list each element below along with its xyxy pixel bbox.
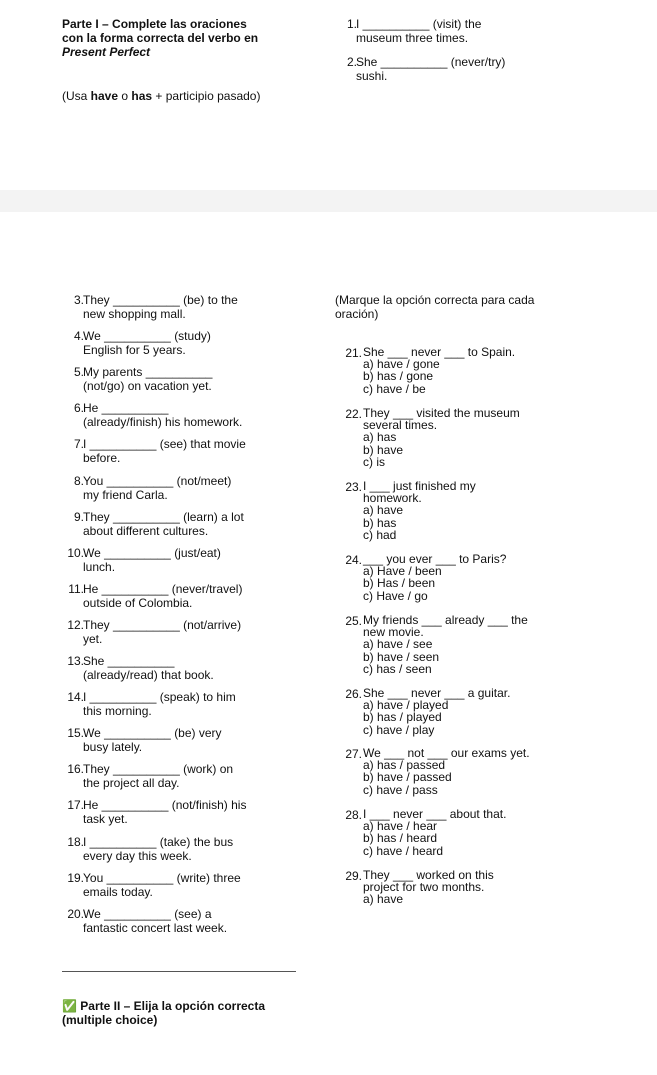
note-has: has bbox=[131, 89, 153, 103]
question-number: 23. bbox=[345, 480, 362, 494]
answer-option[interactable]: c) has / seen bbox=[363, 661, 432, 676]
part2-title-line1: ✅ Parte II – Elija la opción correcta bbox=[62, 999, 266, 1013]
item-line: My parents __________ bbox=[83, 365, 213, 379]
note-have: have bbox=[90, 89, 119, 103]
item-line: the project all day. bbox=[83, 776, 180, 790]
item-number: 8. bbox=[73, 474, 84, 488]
answer-option[interactable]: b) has / heard bbox=[363, 831, 438, 846]
answer-option[interactable]: c) have / be bbox=[363, 381, 426, 396]
item-number: 15. bbox=[67, 726, 84, 740]
item-number: 1. bbox=[346, 17, 357, 31]
item-number: 14. bbox=[67, 690, 84, 704]
item-line: about different cultures. bbox=[83, 524, 209, 538]
answer-option[interactable]: c) have / pass bbox=[363, 782, 438, 797]
question-text: She ___ never ___ a guitar. bbox=[363, 686, 511, 700]
question-text: new movie. bbox=[363, 625, 424, 640]
item-number: 3. bbox=[73, 293, 84, 307]
item-line: (already/read) that book. bbox=[83, 668, 214, 682]
item-line: I __________ (visit) the bbox=[356, 17, 482, 31]
item-line: I __________ (see) that movie bbox=[83, 437, 246, 451]
item-line: We __________ (be) very bbox=[83, 726, 222, 740]
question-text: She ___ never ___ to Spain. bbox=[363, 345, 516, 359]
item-line: We __________ (just/eat) bbox=[83, 546, 221, 560]
question-text: They ___ visited the museum bbox=[363, 406, 520, 420]
item-number: 18. bbox=[67, 835, 84, 849]
answer-option[interactable]: a) have / see bbox=[363, 637, 433, 652]
answer-option[interactable]: c) have / heard bbox=[363, 843, 444, 858]
item-line: new shopping mall. bbox=[83, 307, 186, 321]
item-number: 5. bbox=[73, 365, 84, 379]
item-number: 2. bbox=[346, 55, 357, 69]
part1-note bbox=[62, 89, 260, 103]
item-number: 19. bbox=[67, 871, 84, 885]
item-number: 6. bbox=[73, 401, 84, 415]
item-line: yet. bbox=[83, 632, 103, 646]
answer-option[interactable]: b) has / gone bbox=[363, 369, 434, 384]
question-text: ___ you ever ___ to Paris? bbox=[363, 552, 507, 566]
item-line: They __________ (work) on bbox=[83, 762, 234, 776]
item-line: He __________ (never/travel) bbox=[83, 582, 243, 596]
answer-option[interactable]: b) has / played bbox=[363, 710, 442, 725]
answer-option[interactable]: c) is bbox=[363, 454, 385, 469]
part1-title-line3: Present Perfect bbox=[62, 45, 151, 59]
item-line: I __________ (take) the bus bbox=[83, 835, 234, 849]
answer-option[interactable]: b) have bbox=[363, 442, 404, 457]
item-line: before. bbox=[83, 451, 121, 465]
item-number: 20. bbox=[67, 907, 84, 921]
question-text: They ___ worked on this bbox=[363, 868, 494, 882]
answer-option[interactable]: c) had bbox=[363, 527, 397, 542]
question-text: We ___ not ___ our exams yet. bbox=[363, 746, 530, 760]
item-number: 7. bbox=[73, 437, 84, 451]
question-text: homework. bbox=[363, 491, 422, 506]
question-number: 24. bbox=[345, 553, 362, 567]
item-line: museum three times. bbox=[356, 31, 469, 45]
question-number: 21. bbox=[345, 346, 362, 360]
item-number: 11. bbox=[68, 582, 84, 596]
question-number: 27. bbox=[345, 747, 362, 761]
page-break bbox=[0, 190, 657, 212]
item-number: 4. bbox=[73, 329, 84, 343]
item-number: 16. bbox=[67, 762, 84, 776]
item-number: 12. bbox=[67, 618, 84, 632]
top-items bbox=[335, 17, 625, 97]
question-number: 22. bbox=[345, 407, 362, 421]
item-line: You __________ (write) three bbox=[83, 871, 241, 885]
question-text: My friends ___ already ___ the bbox=[363, 613, 528, 627]
item-line: (not/go) on vacation yet. bbox=[83, 379, 212, 393]
item-line: busy lately. bbox=[83, 740, 143, 754]
answer-option[interactable]: a) have / hear bbox=[363, 819, 438, 834]
answer-option[interactable]: b) has bbox=[363, 515, 397, 530]
item-number: 9. bbox=[73, 510, 84, 524]
item-number: 13. bbox=[67, 654, 84, 668]
answer-option[interactable]: c) Have / go bbox=[363, 588, 428, 603]
answer-option[interactable]: a) Have / been bbox=[363, 564, 442, 579]
question-number: 25. bbox=[345, 614, 362, 628]
item-line: outside of Colombia. bbox=[83, 596, 193, 610]
answer-option[interactable]: a) have / gone bbox=[363, 357, 440, 372]
part1-title bbox=[62, 17, 258, 59]
item-line: every day this week. bbox=[83, 849, 192, 863]
instruction-line2: oración) bbox=[335, 307, 379, 321]
answer-option[interactable]: c) have / play bbox=[363, 722, 435, 737]
question-number: 26. bbox=[345, 687, 362, 701]
item-line: They __________ (not/arrive) bbox=[83, 618, 242, 632]
item-line: He __________ (not/finish) his bbox=[83, 798, 247, 812]
answer-option[interactable]: a) have bbox=[363, 503, 404, 518]
question-text: I ___ never ___ about that. bbox=[363, 807, 507, 821]
part2-title-line2: (multiple choice) bbox=[62, 1013, 158, 1027]
item-line: fantastic concert last week. bbox=[83, 921, 228, 935]
item-line: I __________ (speak) to him bbox=[83, 690, 236, 704]
item-line: task yet. bbox=[83, 812, 128, 826]
note-mid: o bbox=[118, 89, 132, 103]
item-line: She __________ (never/try) bbox=[356, 55, 506, 69]
item-line: We __________ (see) a bbox=[83, 907, 212, 921]
item-number: 10. bbox=[67, 546, 84, 560]
choice-item-list bbox=[340, 346, 640, 1046]
question-text: project for two months. bbox=[363, 880, 485, 895]
item-line: sushi. bbox=[356, 69, 388, 83]
answer-option[interactable]: b) Has / been bbox=[363, 576, 436, 591]
item-line: emails today. bbox=[83, 885, 153, 899]
item-line: She __________ bbox=[83, 654, 175, 668]
answer-option[interactable]: a) has / passed bbox=[363, 758, 446, 773]
note-open: (Usa bbox=[62, 89, 91, 103]
part2-instruction bbox=[335, 293, 534, 321]
answer-option[interactable]: a) has bbox=[363, 430, 397, 445]
part1-title-line2: con la forma correcta del verbo en bbox=[62, 31, 259, 45]
answer-option[interactable]: a) have bbox=[363, 892, 404, 907]
question-number: 29. bbox=[345, 869, 362, 883]
part1-title-line1: Parte I – Complete las oraciones bbox=[62, 17, 247, 31]
question-text: I ___ just finished my bbox=[363, 479, 476, 493]
question-number: 28. bbox=[345, 808, 362, 822]
item-line: lunch. bbox=[83, 560, 116, 574]
note-close: + participio pasado) bbox=[152, 89, 261, 103]
answer-option[interactable]: b) have / seen bbox=[363, 649, 440, 664]
item-line: my friend Carla. bbox=[83, 488, 168, 502]
answer-option[interactable]: b) have / passed bbox=[363, 770, 452, 785]
item-line: this morning. bbox=[83, 704, 152, 718]
item-line: They __________ (be) to the bbox=[83, 293, 238, 307]
answer-option[interactable]: a) have / played bbox=[363, 698, 449, 713]
section-divider bbox=[62, 971, 296, 972]
part2-title bbox=[62, 999, 265, 1027]
item-line: We __________ (study) bbox=[83, 329, 211, 343]
item-line: He __________ bbox=[83, 401, 169, 415]
item-line: You __________ (not/meet) bbox=[83, 474, 232, 488]
instruction-line1: (Marque la opción correcta para cada bbox=[335, 293, 535, 307]
item-line: (already/finish) his homework. bbox=[83, 415, 243, 429]
item-line: They __________ (learn) a lot bbox=[83, 510, 244, 524]
left-item-list bbox=[62, 293, 322, 953]
item-number: 17. bbox=[67, 798, 84, 812]
question-text: several times. bbox=[363, 418, 438, 433]
item-line: English for 5 years. bbox=[83, 343, 186, 357]
